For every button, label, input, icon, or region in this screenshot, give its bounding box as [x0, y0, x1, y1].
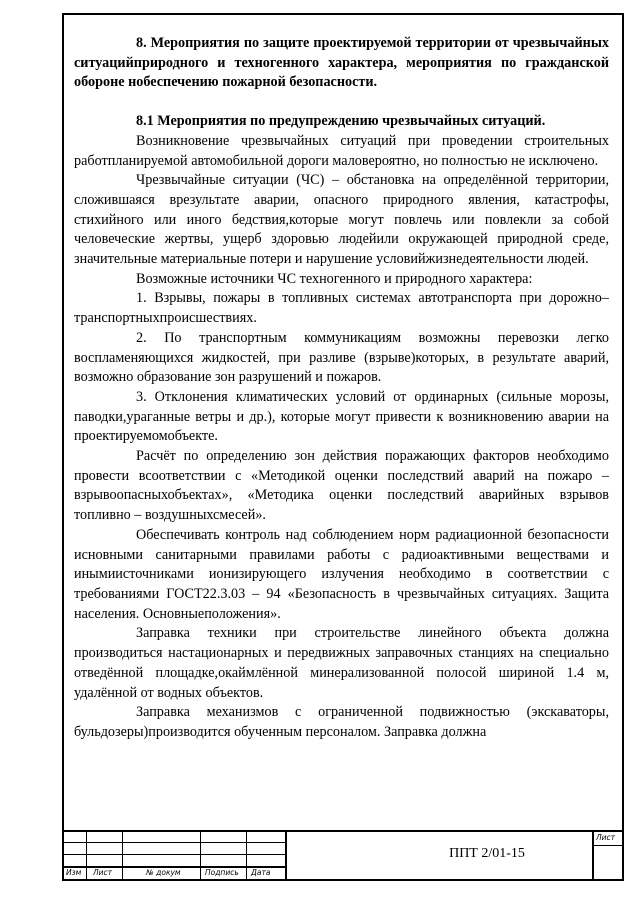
- title-block-row-line: [62, 854, 287, 855]
- document-body: [74, 34, 609, 743]
- title-block-row-line: [62, 842, 287, 843]
- label-signature: Подпись: [205, 868, 239, 877]
- list-item: 3. Отклонения климатических условий от ординарных (сильные морозы, паводки,ураганные ветры и др.), которые могут привести к возникновению аварии на проектируемомобъекте.: [74, 388, 609, 445]
- title-block-col-line: [285, 830, 287, 881]
- title-block-col-line: [246, 830, 247, 881]
- label-doc-number: № докум: [146, 868, 181, 877]
- document-code: ППТ 2/01-15: [449, 846, 525, 861]
- title-block-top-line: [62, 830, 624, 832]
- paragraph: Расчёт по определению зон действия поражающих факторов необходимо провести всоответствии с «Методикой оценки последствий аварий на пожаро – взрывоопасныхобъектах», «Методика оценки последствий аварийных взрывов топливно – воздушныхсмесей».: [74, 448, 609, 524]
- list-item: 2. По транспортным коммуникациям возможны перевозки легко воспламеняющихся жидкостей, при разливе (взрыве)которых, в результате аварий, возможно образование зон разрушений и пожаров.: [74, 329, 609, 386]
- paragraph: Возможные источники ЧС техногенного и природного характера:: [136, 270, 533, 287]
- paragraph: Чрезвычайные ситуации (ЧС) – обстановка на определённой территории, сложившаяся врезультате аварии, опасного природного явления, катастрофы, стихийного или иного бедствия,которые могут повлечь или повлекли за собой человеческие жертвы, ущерб здоровью людейили окружающей природной среде, значительные материальные потери и нарушение условийжизнедеятельности людей.: [74, 172, 609, 268]
- paragraph: Возникновение чрезвычайных ситуаций при проведении строительных работпланируемой автомобильной дороги маловероятно, но полностью не исключено.: [74, 132, 609, 169]
- title-block-col-line: [122, 830, 123, 881]
- label-date: Дата: [251, 868, 271, 877]
- paragraph: Заправка техники при строительстве линейного объекта должна производиться настационарных и передвижных заправочных станциях на специально отведённой площадке,окаймлённой минерализованной полосой шириной 1.4 м, удалённой от водных объектов.: [74, 625, 609, 701]
- list-item: 1. Взрывы, пожары в топливных системах автотранспорта при дорожно–транспортныхпроисшествиях.: [74, 290, 609, 327]
- title-block-col-line: [200, 830, 201, 881]
- section-heading: 8. Мероприятия по защите проектируемой территории от чрезвычайных ситуацийприродного и техногенного характера, мероприятия по гражданской обороне нобеспечению пожарной безопасности.: [74, 35, 609, 91]
- title-block-col-line: [592, 830, 594, 881]
- label-sheet-right: Лист: [596, 833, 616, 842]
- subsection-heading: 8.1 Мероприятия по предупреждению чрезвычайных ситуаций.: [136, 113, 546, 130]
- label-change: Изм: [66, 868, 82, 877]
- title-block: [62, 830, 624, 881]
- paragraph: Заправка механизмов с ограниченной подвижностью (экскаваторы, бульдозеры)производится обученным персоналом. Заправка должна: [74, 704, 609, 740]
- title-block-col-line: [86, 830, 87, 881]
- title-block-sheet-line: [592, 845, 624, 846]
- paragraph: Обеспечивать контроль над соблюдением норм радиационной безопасности исновными санитарными правилами работы с радиоактивными веществами и инымиисточниками ионизирующего излучения необходимо в соответствии с требованиями ГОСТ22.3.03 – 94 «Безопасность в чрезвычайных ситуациях. Защита населения. Основныеположения».: [74, 526, 609, 622]
- label-sheet: Лист: [93, 868, 113, 877]
